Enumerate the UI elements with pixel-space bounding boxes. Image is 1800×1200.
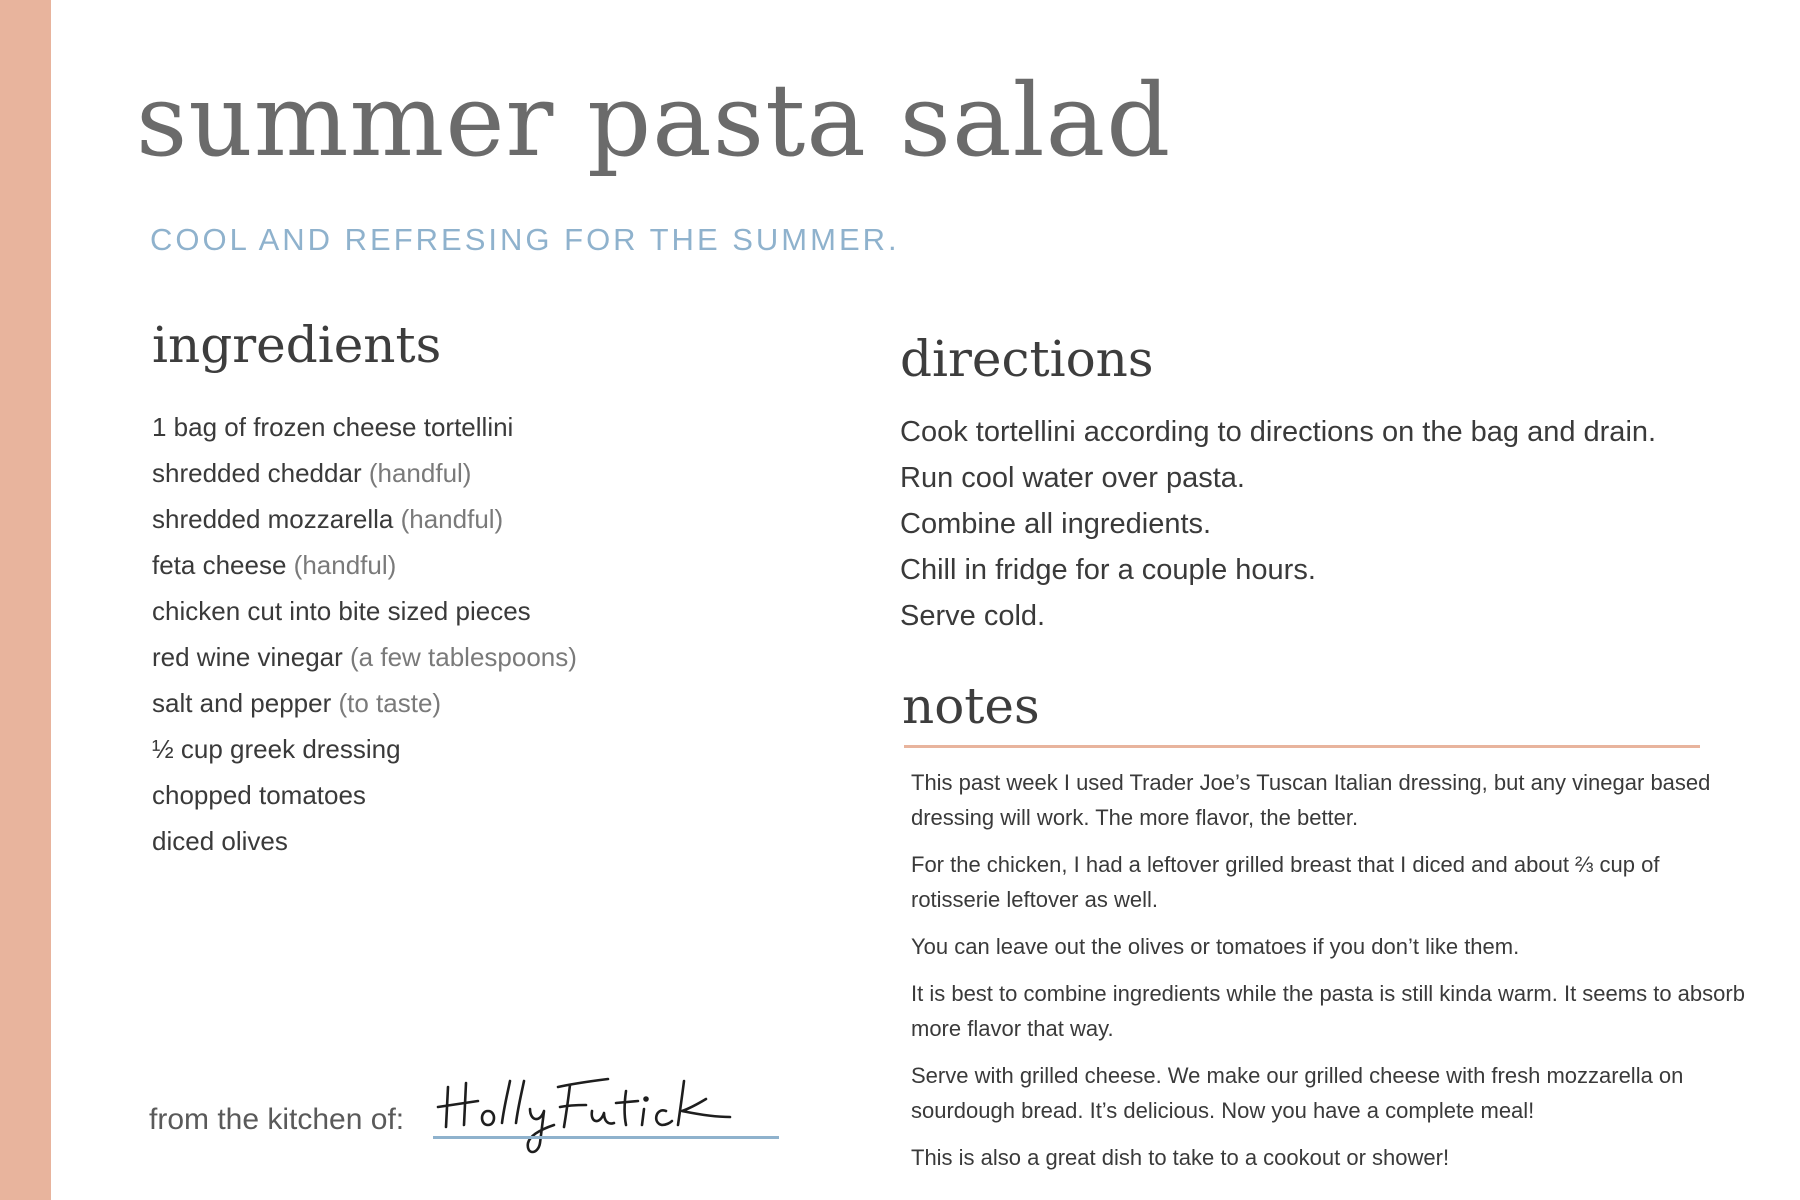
recipe-title: summer pasta salad <box>136 62 1172 179</box>
ingredient-text: diced olives <box>152 826 288 856</box>
ingredients-list <box>152 404 577 864</box>
notes-divider <box>904 745 1700 748</box>
signature <box>430 1065 790 1155</box>
ingredient-text: chicken cut into bite sized pieces <box>152 596 531 626</box>
ingredient-text: chopped tomatoes <box>152 780 366 810</box>
ingredient-text: feta cheese <box>152 550 287 580</box>
ingredient-item <box>152 634 577 680</box>
ingredient-text: red wine vinegar <box>152 642 343 672</box>
notes-list <box>911 765 1751 1187</box>
note-item: This past week I used Trader Joe’s Tuscan Italian dressing, but any vinegar based dressing will work. The more flavor, the better. <box>911 770 1711 830</box>
ingredient-text: salt and pepper <box>152 688 332 718</box>
accent-side-bar <box>0 0 51 1200</box>
ingredient-item <box>152 818 577 864</box>
ingredient-text: ½ cup greek dressing <box>152 734 401 764</box>
direction-step: Cook tortellini according to directions on the bag and drain. <box>900 416 1657 448</box>
notes-heading: notes <box>902 677 1040 735</box>
ingredient-text: 1 bag of frozen cheese tortellini <box>152 412 514 442</box>
kitchen-label: from the kitchen of: <box>149 1103 405 1136</box>
direction-step: Run cool water over pasta. <box>900 462 1245 494</box>
ingredient-item <box>152 680 577 726</box>
note-item: You can leave out the olives or tomatoes if you don’t like them. <box>911 934 1520 959</box>
ingredient-item <box>152 588 577 634</box>
direction-step: Chill in fridge for a couple hours. <box>900 554 1316 586</box>
direction-step: Serve cold. <box>900 600 1046 632</box>
ingredient-amount-note: (handful) <box>400 504 504 534</box>
note-item: It is best to combine ingredients while the pasta is still kinda warm. It seems to absorb more flavor that way. <box>911 981 1745 1041</box>
ingredient-item <box>152 450 577 496</box>
directions-heading: directions <box>900 330 1154 388</box>
ingredient-text: shredded mozzarella <box>152 504 394 534</box>
ingredient-text: shredded cheddar <box>152 458 362 488</box>
note-item: This is also a great dish to take to a cookout or shower! <box>911 1145 1450 1170</box>
direction-step: Combine all ingredients. <box>900 508 1212 540</box>
ingredient-item <box>152 496 577 542</box>
ingredient-amount-note: (to taste) <box>338 688 442 718</box>
ingredients-heading: ingredients <box>152 316 442 374</box>
ingredient-amount-note: (handful) <box>293 550 397 580</box>
signature-line <box>433 1136 779 1139</box>
ingredient-item <box>152 726 577 772</box>
ingredient-item <box>152 542 577 588</box>
recipe-subtitle: COOL AND REFRESING FOR THE SUMMER. <box>150 222 900 257</box>
directions-list <box>900 409 1656 639</box>
ingredient-amount-note: (handful) <box>368 458 472 488</box>
note-item: For the chicken, I had a leftover grilled breast that I diced and about ⅔ cup of rotisserie leftover as well. <box>911 852 1660 912</box>
ingredient-item <box>152 404 577 450</box>
ingredient-amount-note: (a few tablespoons) <box>350 642 577 672</box>
ingredient-item <box>152 772 577 818</box>
note-item: Serve with grilled cheese. We make our grilled cheese with fresh mozzarella on sourdough bread. It’s delicious. Now you have a complete meal! <box>911 1063 1684 1123</box>
